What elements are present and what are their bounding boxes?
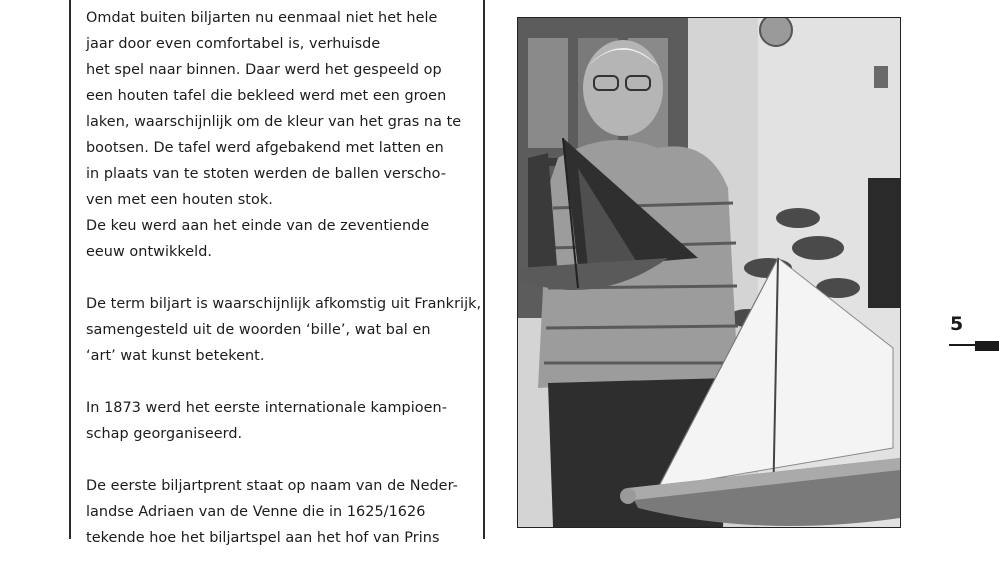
page-number: 5 [950, 313, 964, 335]
text-line: ‘art’ wat kunst betekent. [86, 348, 265, 364]
text-line: landse Adriaen van de Venne die in 1625/1626 [86, 504, 426, 520]
text-line: in plaats van te stoten werden de ballen verscho- [86, 166, 446, 182]
text-line: De eerste biljartprent staat op naam van de Neder- [86, 478, 458, 494]
photo-man-with-model-ships [517, 17, 901, 528]
text-line: ven met een houten stok. [86, 192, 273, 208]
text-line: een houten tafel die bekleed werd met een groen [86, 88, 447, 104]
paragraph-4 [86, 473, 478, 551]
text-line: In 1873 werd het eerste internationale kampioen- [86, 400, 447, 416]
paragraph-1 [86, 5, 478, 265]
text-line: laken, waarschijnlijk om de kleur van het gras na te [86, 114, 462, 130]
text-line: jaar door even comfortabel is, verhuisde [86, 36, 381, 52]
text-line: De keu werd aan het einde van de zeventiende [86, 218, 430, 234]
column-rule-middle [483, 0, 485, 539]
paragraph-3 [86, 395, 478, 447]
column-rule-left [69, 0, 71, 539]
text-line: De term biljart is waarschijnlijk afkomstig uit Frankrijk, [86, 296, 482, 312]
photo-illustration [518, 18, 900, 527]
text-line: het spel naar binnen. Daar werd het gespeeld op [86, 62, 442, 78]
text-line: tekende hoe het biljartspel aan het hof van Prins [86, 530, 440, 546]
text-line: eeuw ontwikkeld. [86, 244, 213, 260]
text-line: Omdat buiten biljarten nu eenmaal niet het hele [86, 10, 438, 26]
paragraph-2 [86, 291, 482, 369]
text-line: bootsen. De tafel werd afgebakend met latten en [86, 140, 444, 156]
article-text-column [86, 5, 482, 577]
page-edge-tab [975, 341, 999, 351]
text-line: schap georganiseerd. [86, 426, 243, 442]
text-line: samengesteld uit de woorden ‘bille’, wat bal en [86, 322, 431, 338]
